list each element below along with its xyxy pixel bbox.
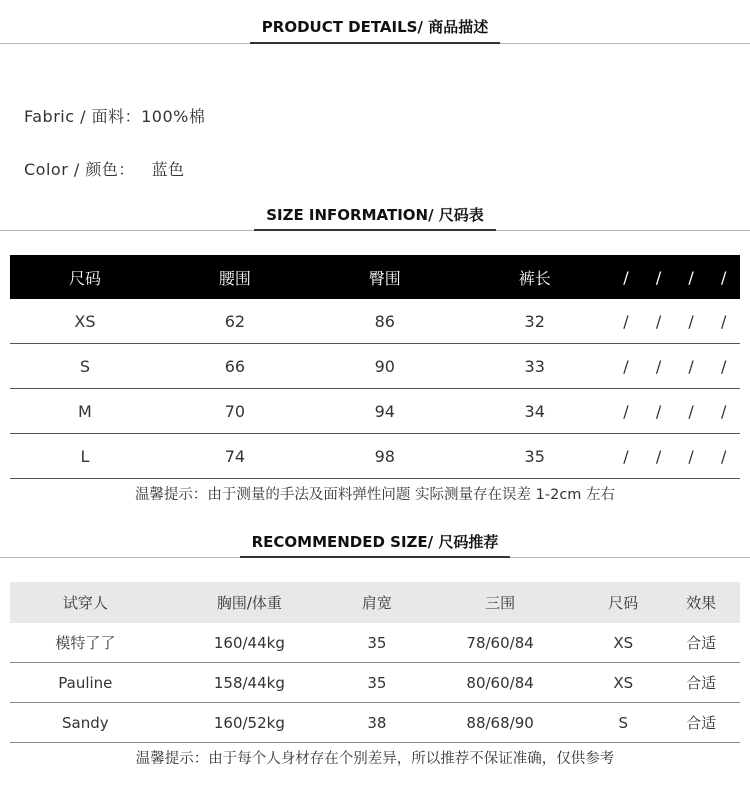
table-cell: 98 <box>310 434 460 479</box>
table-cell: 158/44kg <box>161 663 338 703</box>
table-cell: / <box>642 344 675 389</box>
table-row <box>10 389 740 434</box>
table-cell: / <box>675 344 708 389</box>
header-cell: / <box>610 255 643 299</box>
header-cell: 尺码 <box>10 255 160 299</box>
table-cell: 模特了了 <box>10 623 161 663</box>
table-cell: 35 <box>338 663 416 703</box>
recommended-table-header <box>10 582 740 623</box>
header-cell: / <box>707 255 740 299</box>
table-cell: 88/68/90 <box>416 703 585 743</box>
table-cell: 35 <box>460 434 610 479</box>
table-row <box>10 703 740 743</box>
table-cell: / <box>707 299 740 344</box>
table-row <box>10 434 740 479</box>
table-cell: 86 <box>310 299 460 344</box>
product-details-heading: PRODUCT DETAILS/ 商品描述 <box>261 18 489 36</box>
size-info-heading: SIZE INFORMATION/ 尺码表 <box>266 206 484 224</box>
table-cell: 34 <box>460 389 610 434</box>
table-cell: 70 <box>160 389 310 434</box>
table-cell: / <box>642 299 675 344</box>
table-cell: XS <box>584 663 662 703</box>
header-cell: 三围 <box>416 582 585 623</box>
table-cell: XS <box>10 299 160 344</box>
recommended-table <box>10 582 740 743</box>
table-cell: 合适 <box>662 703 740 743</box>
table-cell: 35 <box>338 623 416 663</box>
size-table-header <box>10 255 740 299</box>
table-cell: / <box>707 344 740 389</box>
table-row <box>10 663 740 703</box>
table-cell: / <box>610 434 643 479</box>
table-cell: Sandy <box>10 703 161 743</box>
table-cell: / <box>707 389 740 434</box>
table-row <box>10 623 740 663</box>
table-cell: 94 <box>310 389 460 434</box>
table-cell: / <box>642 434 675 479</box>
table-cell: / <box>675 389 708 434</box>
header-cell: / <box>642 255 675 299</box>
heading-underline <box>254 229 496 231</box>
table-cell: 62 <box>160 299 310 344</box>
table-cell: Pauline <box>10 663 161 703</box>
header-cell: / <box>675 255 708 299</box>
header-cell: 臀围 <box>310 255 460 299</box>
table-cell: / <box>675 434 708 479</box>
recommended-heading: RECOMMENDED SIZE/ 尺码推荐 <box>251 533 499 551</box>
table-cell: / <box>707 434 740 479</box>
table-cell: L <box>10 434 160 479</box>
table-row <box>10 344 740 389</box>
size-table <box>10 255 740 479</box>
header-cell: 裤长 <box>460 255 610 299</box>
color-line: Color / 颜色： 蓝色 <box>24 160 185 179</box>
size-note: 温馨提示：由于测量的手法及面料弹性问题 实际测量存在误差 1-2cm 左右 <box>134 487 616 503</box>
table-cell: 66 <box>160 344 310 389</box>
table-cell: S <box>584 703 662 743</box>
table-cell: / <box>642 389 675 434</box>
table-cell: S <box>10 344 160 389</box>
table-cell: 90 <box>310 344 460 389</box>
header-cell: 胸围/体重 <box>161 582 338 623</box>
table-cell: 74 <box>160 434 310 479</box>
table-cell: XS <box>584 623 662 663</box>
header-cell: 效果 <box>662 582 740 623</box>
table-cell: / <box>610 299 643 344</box>
table-cell: 33 <box>460 344 610 389</box>
header-cell: 腰围 <box>160 255 310 299</box>
fabric-line: Fabric / 面料：100%棉 <box>24 107 206 126</box>
table-cell: / <box>610 389 643 434</box>
heading-underline <box>250 42 500 44</box>
table-cell: 160/52kg <box>161 703 338 743</box>
table-cell: 78/60/84 <box>416 623 585 663</box>
header-cell: 尺码 <box>584 582 662 623</box>
table-cell: 80/60/84 <box>416 663 585 703</box>
table-row <box>10 299 740 344</box>
heading-underline <box>240 556 510 558</box>
table-cell: 合适 <box>662 623 740 663</box>
table-cell: / <box>675 299 708 344</box>
header-cell: 肩宽 <box>338 582 416 623</box>
header-cell: 试穿人 <box>10 582 161 623</box>
table-cell: / <box>610 344 643 389</box>
table-cell: 160/44kg <box>161 623 338 663</box>
table-cell: 合适 <box>662 663 740 703</box>
table-cell: 32 <box>460 299 610 344</box>
recommended-note: 温馨提示：由于每个人身材存在个别差异，所以推荐不保证准确，仅供参考 <box>135 751 615 767</box>
table-cell: M <box>10 389 160 434</box>
table-cell: 38 <box>338 703 416 743</box>
